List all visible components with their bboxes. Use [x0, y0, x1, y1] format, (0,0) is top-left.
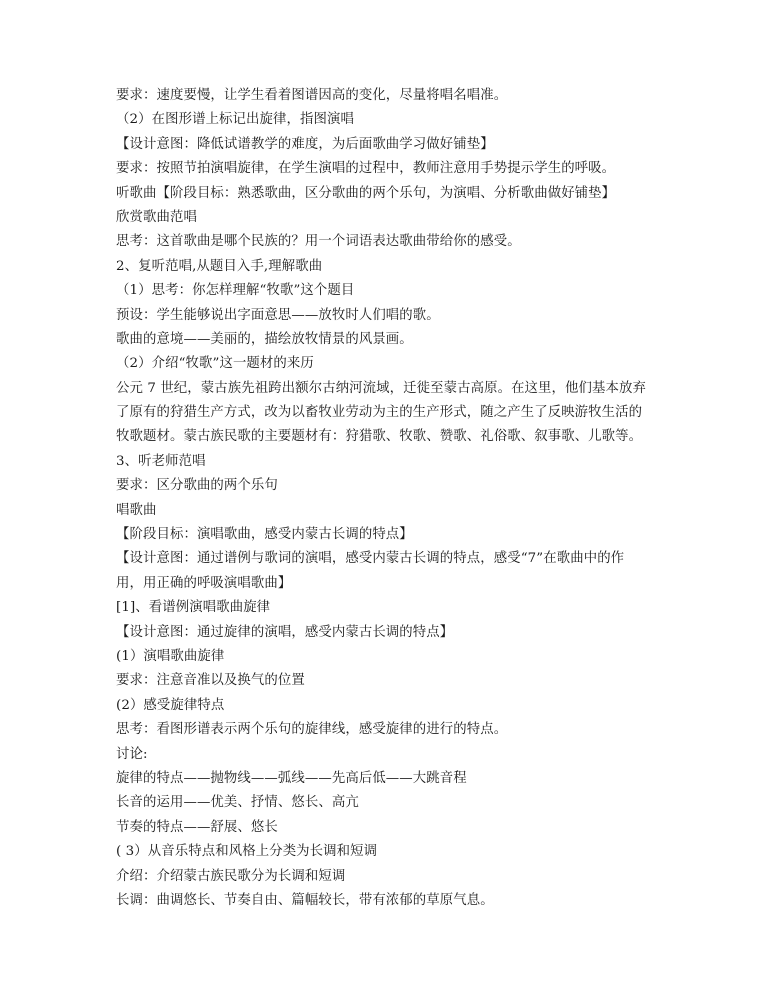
text-line: 牧歌题材。蒙古族民歌的主要题材有：狩猎歌、牧歌、赞歌、礼俗歌、叙事歌、儿歌等。 [116, 429, 643, 445]
text-line: 【设计意图：通过谱例与歌词的演唱，感受内蒙古长调的特点，感受“7”在歌曲中的作 [116, 551, 625, 567]
text-line: 欣赏歌曲范唱 [116, 209, 197, 225]
text-line: 听歌曲【阶段目标：熟悉歌曲，区分歌曲的两个乐句，为演唱、分析歌曲做好铺垫】 [116, 185, 616, 201]
text-line: 长调：曲调悠长、节奏自由、篇幅较长，带有浓郁的草原气息。 [116, 892, 494, 908]
text-line: 【设计意图：通过旋律的演唱，感受内蒙古长调的特点】 [116, 624, 454, 640]
text-line: （2）在图形谱上标记出旋律，指图演唱 [116, 112, 354, 128]
text-line: 【阶段目标：演唱歌曲，感受内蒙古长调的特点】 [116, 527, 413, 543]
text-line: (1）演唱歌曲旋律 [116, 648, 225, 664]
text-line: 【设计意图：降低试谱教学的难度，为后面歌曲学习做好铺垫】 [116, 136, 494, 152]
text-line: 用，用正确的呼吸演唱歌曲】 [116, 575, 292, 591]
text-line: 讨论: [116, 746, 148, 762]
text-line: 要求：注意音准以及换气的位置 [116, 673, 305, 689]
text-line: ( 3）从音乐特点和风格上分类为长调和短调 [116, 844, 378, 860]
section-heading: 2、复听范唱,从题目入手,理解歌曲 [116, 258, 323, 274]
text-line: 歌曲的意境——美丽的，描绘放牧情景的风景画。 [116, 331, 413, 347]
text-line: 要求：速度要慢，让学生看着图谱因高的变化，尽量将唱名唱准。 [116, 88, 508, 103]
text-line: 要求：区分歌曲的两个乐句 [116, 478, 278, 494]
text-line: 思考：这首歌曲是哪个民族的？用一个词语表达歌曲带给你的感受。 [116, 234, 521, 250]
text-line: (2）感受旋律特点 [116, 697, 225, 713]
text-line: 介绍：介绍蒙古族民歌分为长调和短调 [116, 868, 346, 884]
text-line: （2）介绍“牧歌”这一题材的来历 [116, 356, 314, 372]
text-line: 预设：学生能够说出字面意思——放牧时人们唱的歌。 [116, 307, 440, 323]
text-line: 了原有的狩猎生产方式，改为以畜牧业劳动为主的生产形式，随之产生了反映游牧生活的 [116, 405, 643, 421]
section-heading: [1]、看谱例演唱歌曲旋律 [116, 600, 271, 616]
text-line: 旋律的特点——抛物线——弧线——先高后低——大跳音程 [116, 770, 467, 786]
document-body [116, 84, 661, 913]
text-line: 公元 7 世纪，蒙古族先祖跨出额尔古纳河流域，迁徙至蒙古高原。在这里，他们基本放弃 [116, 380, 646, 396]
text-line: 要求：按照节拍演唱旋律，在学生演唱的过程中，教师注意用手势提示学生的呼吸。 [116, 161, 616, 177]
text-line: 思考：看图形谱表示两个乐句的旋律线，感受旋律的进行的特点。 [116, 722, 508, 738]
text-line: 长音的运用——优美、抒情、悠长、高亢 [116, 795, 359, 811]
text-line: 唱歌曲 [116, 502, 157, 518]
text-line: （1）思考：你怎样理解“牧歌”这个题目 [116, 283, 355, 299]
section-heading: 3、听老师范唱 [116, 453, 206, 469]
text-line: 节奏的特点——舒展、悠长 [116, 819, 278, 835]
